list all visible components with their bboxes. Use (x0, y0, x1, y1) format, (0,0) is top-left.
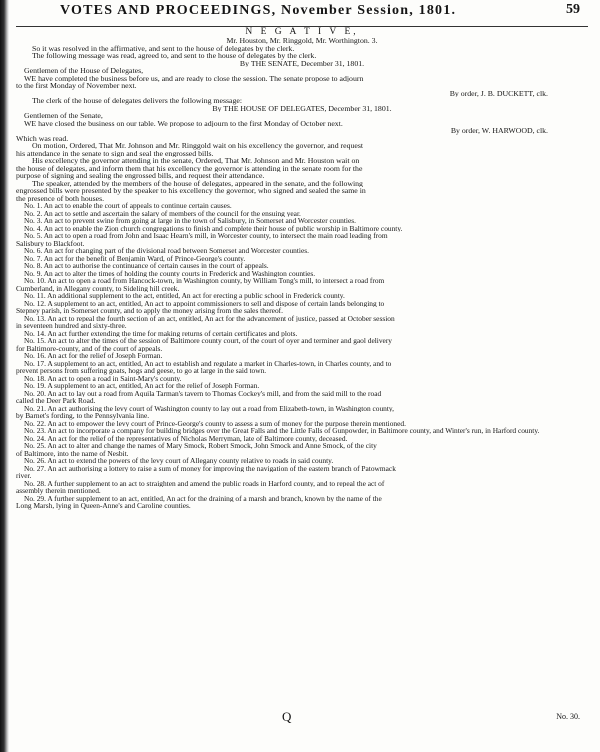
text-line: No. 8. An act to authorise the continuance of certain causes in the court of appeals. (24, 262, 269, 270)
page-number: 59 (566, 2, 580, 17)
text-line: No. 13. An act to repeal the fourth section of an act, entitled, An act for the advancement of justice, passed at October session (24, 314, 395, 322)
text-line: Which was read. (16, 134, 69, 142)
text-line: No. 28. A further supplement to an act to straighten and amend the public roads in Harford county, and to repeal the act of (24, 479, 385, 487)
text-line: the house of delegates, and inform them that his excellency the governor is attending in the senate room for the (16, 164, 363, 172)
text-line: WE have completed the business before us, and are ready to close the session. The senate propose to adjourn (24, 74, 364, 82)
text-line: called the Deer Park Road. (16, 397, 96, 405)
text-line: No. 10. An act to open a road from Hancock-town, in Washington county, by William Tong's mill, to intersect a road from (24, 277, 385, 285)
text-line: No. 22. An act to empower the levy court of Prince-George's county to assess a sum of money for the purpose therein mentioned. (24, 419, 406, 427)
signature-mark: Q (282, 709, 292, 724)
text-line: His excellency the governor attending in the senate, Ordered, That Mr. Johnson and Mr. Houston wait on (32, 157, 360, 165)
text-line: No. 23. An act to incorporate a company for building bridges over the Great Falls and the Little Falls of Gunpowder, in Baltimore county, and Winter's run, in Harford county. (24, 427, 540, 435)
text-line: No. 6. An act for changing part of the divisional road between Somerset and Worcester counties. (24, 247, 309, 255)
text-line: Salisbury to Blackfoot. (16, 239, 85, 247)
text-line: No. 1. An act to enable the court of appeals to continue certain causes. (24, 202, 232, 210)
text-line: No. 5. An act to open a road from John and Isaac Hearn's mill, in Worcester county, to intersect the main road leading from (24, 232, 388, 240)
text-line: By THE SENATE, December 31, 1801. (239, 59, 365, 67)
text-line: the presence of both houses. (16, 194, 105, 202)
text-line: No. 11. An additional supplement to the act, entitled, An act for erecting a public school in Frederick county. (24, 292, 345, 300)
text-line: The speaker, attended by the members of the house of delegates, appeared in the senate, and the following (32, 179, 363, 187)
text-line: No. 27. An act authorising a lottery to raise a sum of money for improving the navigation of the eastern branch of Patowmack (24, 464, 396, 472)
page-binding-edge (0, 0, 9, 752)
text-line: No. 9. An act to alter the times of holding the county courts in Frederick and Washington counties. (24, 269, 316, 277)
running-title: VOTES AND PROCEEDINGS, November Session, 1801. (60, 3, 457, 18)
text-column (16, 4, 588, 510)
text-line: So it was resolved in the affirmative, and sent to the house of delegates by the clerk. (32, 44, 295, 52)
text-line: By order, J. B. DUCKETT, clk. (449, 89, 548, 97)
text-line: No. 29. A further supplement to an act, entitled, An act for the draining of a marsh and branch, known by the name of the (24, 494, 382, 502)
text-line: No. 2. An act to settle and ascertain the salary of members of the council for the ensuing year. (24, 209, 301, 217)
text-line: No. 16. An act for the relief of Joseph Forman. (24, 352, 163, 360)
text-line: On motion, Ordered, That Mr. Johnson and Mr. Ringgold wait on his excellency the governor, and request (32, 142, 364, 150)
text-line: Mr. Houston, Mr. Ringgold, Mr. Worthington. 3. (226, 37, 378, 45)
text-line: The clerk of the house of delegates delivers the following message: (32, 97, 243, 105)
text-line: No. 21. An act authorising the levy court of Washington county to lay out a road from Elizabeth-town, in Washington county, (24, 404, 394, 412)
running-header (16, 4, 588, 27)
text-line: The following message was read, agreed to, and sent to the house of delegates by the clerk. (32, 52, 317, 60)
text-line: assembly therein mentioned. (16, 487, 101, 495)
text-line: No. 25. An act to alter and change the names of Mary Smock, Robert Smock, John Smock and Anne Smock, of the city (24, 442, 377, 450)
text-line: No. 12. A supplement to an act, entitled, An act to appoint commissioners to sell and dispose of certain lands belonging to (24, 299, 385, 307)
text-line: engrossed bills were presented by the speaker to his excellency the governor, who signed and sealed the same in (16, 187, 366, 195)
text-line: for Baltimore-county, and of the court of appeals. (16, 344, 163, 352)
text-line: By order, W. HARWOOD, clk. (450, 127, 548, 135)
catchword: No. 30. (556, 712, 580, 721)
text-line: By THE HOUSE OF DELEGATES, December 31, 1801. (212, 104, 392, 112)
text-line: No. 14. An act further extending the time for making returns of certain certificates and plots. (24, 329, 298, 337)
text-line: Gentlemen of the House of Delegates, (24, 67, 144, 75)
text-line: No. 20. An act to lay out a road from Aquila Tarman's tavern to Thomas Cockey's mill, and from the said mill to the road (24, 389, 382, 397)
text-line: N E G A T I V E, (245, 27, 359, 37)
text-line: by Barnet's fording, to the Pennsylvania line. (16, 412, 150, 420)
text-line: No. 18. An act to open a road in Saint-Mary's county. (24, 374, 182, 382)
text-line: in seventeen hundred and sixty-three. (16, 322, 127, 330)
text-line: to the first Monday of November next. (16, 82, 137, 90)
text-line: WE have closed the business on our table. We propose to adjourn to the first Monday of October next. (24, 119, 343, 127)
text-line: No. 3. An act to prevent swine from going at large in the town of Salisbury, in Somerset and Worcester counties. (24, 217, 356, 225)
text-line: No. 15. An act to alter the times of the session of Baltimore county court, of the court of oyer and terminer and gaol delivery (24, 337, 392, 345)
text-line: No. 4. An act to enable the Zion church congregations to finish and complete their house of public worship in Baltimore county. (24, 224, 403, 232)
text-line: No. 17. A supplement to an act, entitled, An act to establish and regulate a market in Charles-town, in Charles county, and to (24, 359, 392, 367)
text-line: Cumberland, in Allegany county, to Sideling hill creek. (16, 284, 180, 292)
text-line: prevent persons from suffering goats, hogs and geese, to go at large in the said town. (16, 367, 267, 375)
text-line: river. (16, 472, 32, 480)
text-line: No. 26. An act to extend the powers of the levy court of Allegany county relative to roads in said county. (24, 457, 334, 465)
text-line: Stepney parish, in Somerset county, and to apply the money arising from the sales thereof. (16, 307, 283, 315)
text-line: Gentlemen of the Senate, (24, 112, 103, 120)
text-line: No. 24. An act for the relief of the representatives of Nicholas Merryman, late of Baltimore county, deceased. (24, 434, 348, 442)
page-body (16, 27, 588, 510)
text-line: Long Marsh, lying in Queen-Anne's and Caroline counties. (16, 502, 191, 510)
text-line: No. 7. An act for the benefit of Benjamin Ward, of Prince-George's county. (24, 254, 246, 262)
text-line: of Baltimore, into the name of Nesbit. (16, 449, 129, 457)
text-line: purpose of signing and sealing the engrossed bills, and request their attendance. (16, 172, 265, 180)
text-line: No. 19. A supplement to an act, entitled, An act for the relief of Joseph Forman. (24, 382, 260, 390)
text-line: his attendance in the senate to sign and seal the engrossed bills. (16, 149, 214, 157)
